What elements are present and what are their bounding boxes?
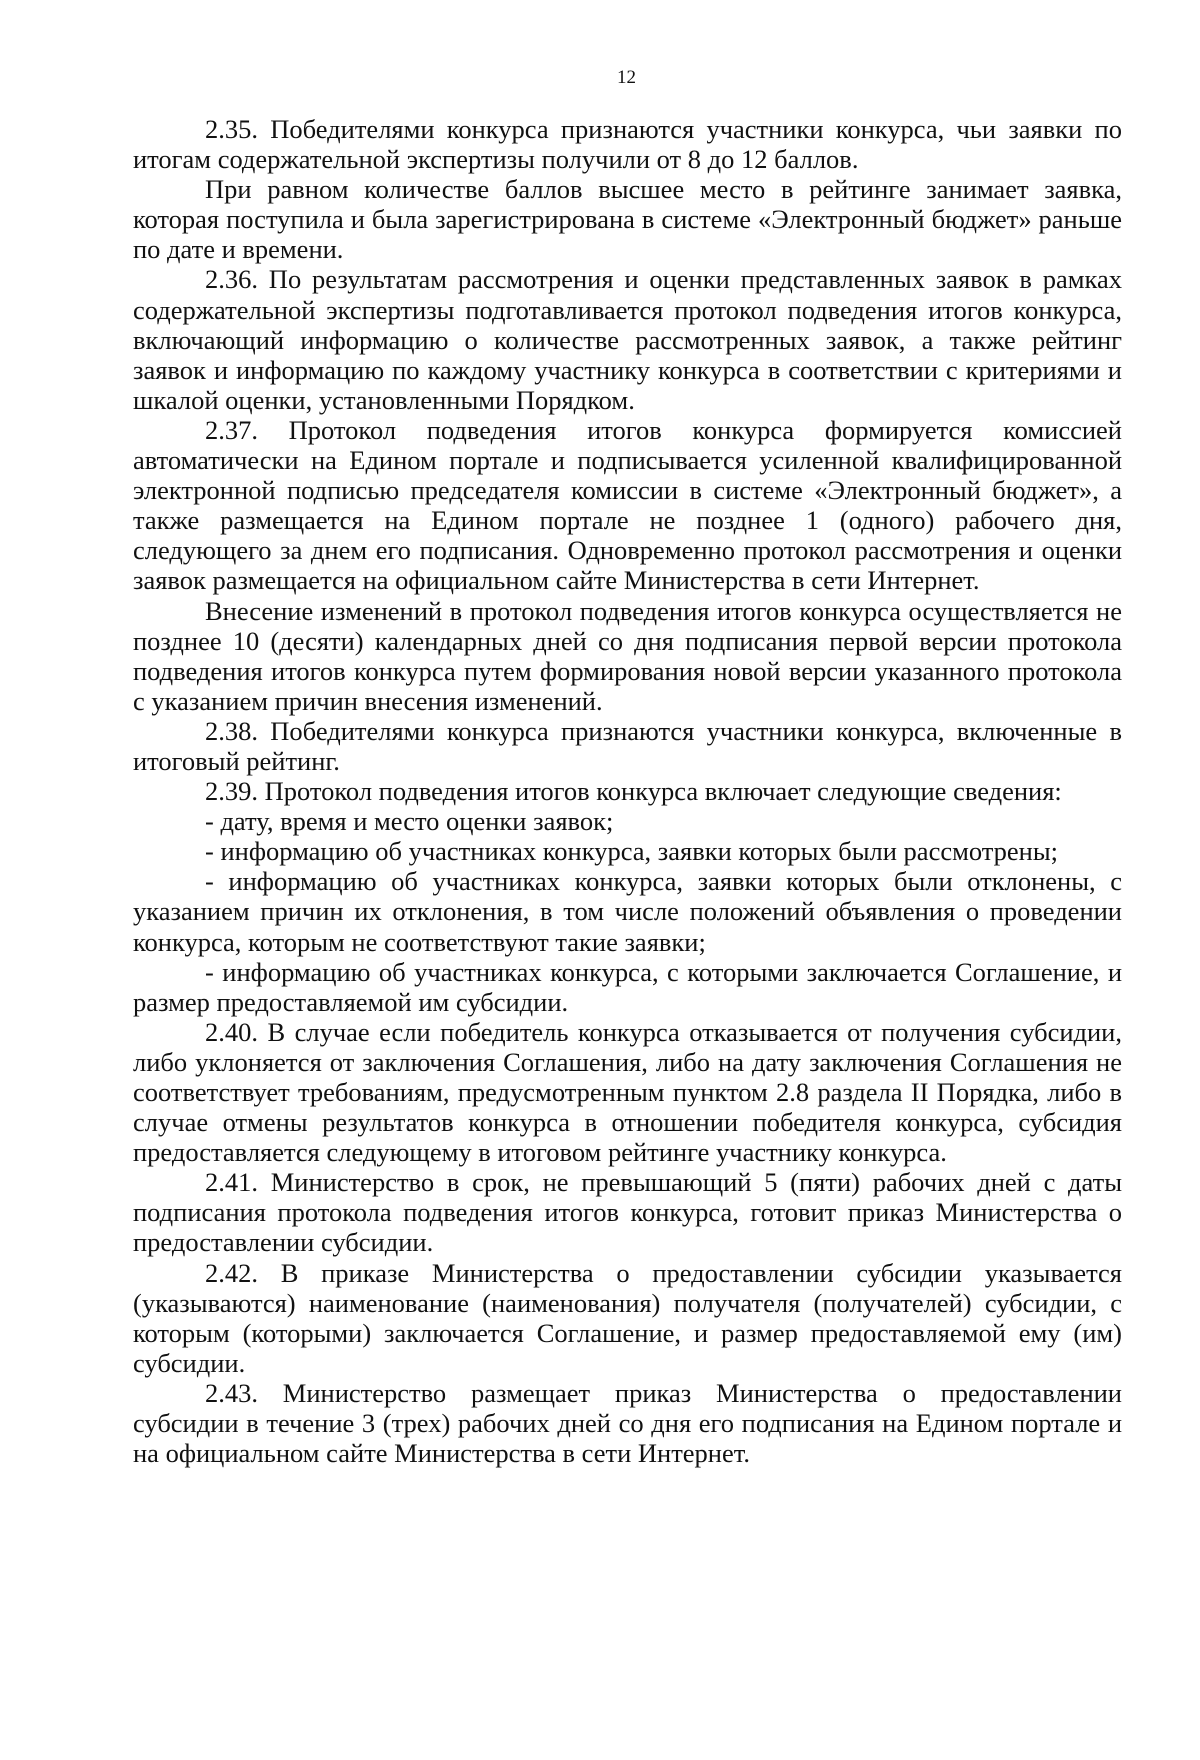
paragraph-2-35: 2.35. Победителями конкурса признаются участники конкурса, чьи заявки по итогам содержательной экспертизы получили от 8 до 12 баллов. xyxy=(133,114,1122,175)
paragraph-2-36: 2.36. По результатам рассмотрения и оценки представленных заявок в рамках содержательной экспертизы подготавливается протокол подведения итогов конкурса, включающий информацию о количестве рассмотренных заявок, а также рейтинг заявок и информацию по каждому участнику конкурса в соответствии с критериями и шкалой оценки, установленными Порядком. xyxy=(133,264,1122,415)
list-item-agreement-participants: - информацию об участниках конкурса, с которыми заключается Соглашение, и размер предоставляемой им субсидии. xyxy=(133,956,1122,1017)
list-item-date-time-place: - дату, время и место оценки заявок; xyxy=(205,806,614,837)
paragraph-2-39: 2.39. Протокол подведения итогов конкурса включает следующие сведения: xyxy=(205,776,1062,807)
list-item-reviewed-participants: - информацию об участниках конкурса, заявки которых были рассмотрены; xyxy=(205,836,1059,867)
paragraph-2-42: 2.42. В приказе Министерства о предоставлении субсидии указывается (указываются) наименование (наименования) получателя (получателей) субсидии, с которым (которыми) заключается Соглашение, и размер предоставляемой ему (им) субсидии. xyxy=(133,1257,1122,1378)
list-item-rejected-participants: - информацию об участниках конкурса, заявки которых были отклонены, с указанием причин их отклонения, в том числе положений объявления о проведении конкурса, которым не соответствуют такие заявки; xyxy=(133,866,1122,957)
paragraph-2-35-tie-rule: При равном количестве баллов высшее место в рейтинге занимает заявка, которая поступила и была зарегистрирована в системе «Электронный бюджет» раньше по дате и времени. xyxy=(133,174,1122,265)
paragraph-2-37: 2.37. Протокол подведения итогов конкурса формируется комиссией автоматически на Едином портале и подписывается усиленной квалифицированной электронной подписью председателя комиссии в системе «Электронный бюджет», а также размещается на Едином портале не позднее 1 (одного) рабочего дня, следующего за днем его подписания. Одновременно протокол рассмотрения и оценки заявок размещается на официальном сайте Министерства в сети Интернет. xyxy=(133,414,1122,596)
paragraph-2-40: 2.40. В случае если победитель конкурса отказывается от получения субсидии, либо уклоняется от заключения Соглашения, либо на дату заключения Соглашения не соответствует требованиям, предусмотренным пунктом 2.8 раздела II Порядка, либо в случае отмены результатов конкурса в отношении победителя конкурса, субсидия предоставляется следующему в итоговом рейтинге участнику конкурса. xyxy=(133,1016,1122,1168)
paragraph-2-43: 2.43. Министерство размещает приказ Министерства о предоставлении субсидии в течение 3 (трех) рабочих дней со дня его подписания на Едином портале и на официальном сайте Министерства в сети Интернет. xyxy=(133,1377,1122,1469)
paragraph-2-37-amendments: Внесение изменений в протокол подведения итогов конкурса осуществляется не позднее 10 (десяти) календарных дней со дня подписания первой версии протокола подведения итогов конкурса путем формирования новой версии указанного протокола с указанием причин внесения изменений. xyxy=(133,595,1122,716)
paragraph-2-38: 2.38. Победителями конкурса признаются участники конкурса, включенные в итоговый рейтинг. xyxy=(133,715,1122,776)
paragraph-2-41: 2.41. Министерство в срок, не превышающий 5 (пяти) рабочих дней с даты подписания протокола подведения итогов конкурса, готовит приказ Министерства о предоставлении субсидии. xyxy=(133,1167,1122,1258)
document-body xyxy=(133,114,1122,1468)
page-number: 12 xyxy=(617,67,636,88)
